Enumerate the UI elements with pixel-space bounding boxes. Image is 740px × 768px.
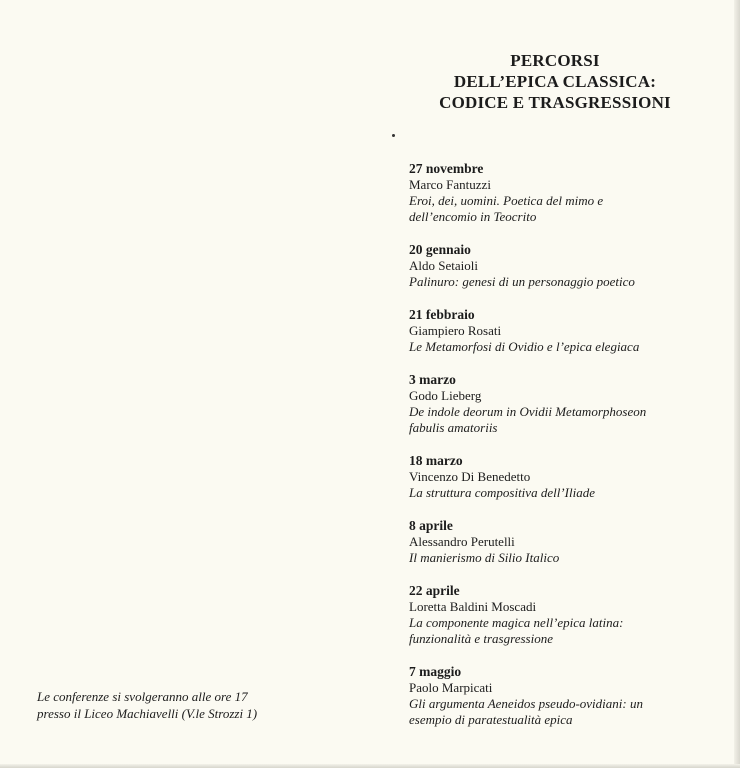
- print-speck: [392, 134, 395, 137]
- event-item: [409, 453, 729, 501]
- venue-note: [37, 688, 337, 722]
- event-item: [409, 307, 729, 355]
- event-title: Il manierismo di Silio Italico: [409, 550, 560, 565]
- event-item: [409, 372, 729, 436]
- event-title: La componente magica nell’epica latina: funzionalità e trasgressione: [409, 615, 624, 646]
- event-date: 22 aprile: [409, 583, 460, 598]
- event-date: 27 novembre: [409, 161, 484, 176]
- event-speaker: Godo Lieberg: [409, 388, 482, 403]
- event-speaker: Vincenzo Di Benedetto: [409, 469, 531, 484]
- event-title: Palinuro: genesi di un personaggio poetico: [409, 274, 635, 289]
- venue-note-line-2: presso il Liceo Machiavelli (V.le Strozzi 1): [37, 706, 258, 721]
- title-line-3: CODICE E TRASGRESSIONI: [439, 93, 671, 112]
- document-title: [400, 50, 710, 113]
- event-title: Eroi, dei, uomini. Poetica del mimo e dell’encomio in Teocrito: [409, 193, 604, 224]
- event-date: 21 febbraio: [409, 307, 475, 322]
- event-item: [409, 242, 729, 290]
- event-date: 3 marzo: [409, 372, 456, 387]
- event-speaker: Loretta Baldini Moscadi: [409, 599, 537, 614]
- event-speaker: Aldo Setaioli: [409, 258, 478, 273]
- event-speaker: Marco Fantuzzi: [409, 177, 491, 192]
- event-speaker: Giampiero Rosati: [409, 323, 502, 338]
- event-date: 20 gennaio: [409, 242, 471, 257]
- event-title: Le Metamorfosi di Ovidio e l’epica elegiaca: [409, 339, 640, 354]
- event-title: Gli argumenta Aeneidos pseudo-ovidiani: un esempio di paratestualità epica: [409, 696, 643, 727]
- event-item: [409, 161, 729, 225]
- event-date: 7 maggio: [409, 664, 462, 679]
- event-title: De indole deorum in Ovidii Metamorphoseon fabulis amatoriis: [409, 404, 647, 435]
- event-speaker: Alessandro Perutelli: [409, 534, 515, 549]
- event-item: [409, 583, 729, 647]
- title-line-1: PERCORSI: [510, 51, 600, 70]
- page-bottom-shadow: [0, 764, 740, 768]
- event-date: 18 marzo: [409, 453, 463, 468]
- event-item: [409, 518, 729, 566]
- page-edge-shadow: [734, 0, 740, 768]
- event-item: [409, 664, 729, 728]
- title-line-2: DELL’EPICA CLASSICA:: [453, 72, 657, 91]
- venue-note-line-1: Le conferenze si svolgeranno alle ore 17: [37, 689, 248, 704]
- event-list: [409, 161, 729, 745]
- event-date: 8 aprile: [409, 518, 453, 533]
- event-title: La struttura compositiva dell’Iliade: [409, 485, 595, 500]
- event-speaker: Paolo Marpicati: [409, 680, 493, 695]
